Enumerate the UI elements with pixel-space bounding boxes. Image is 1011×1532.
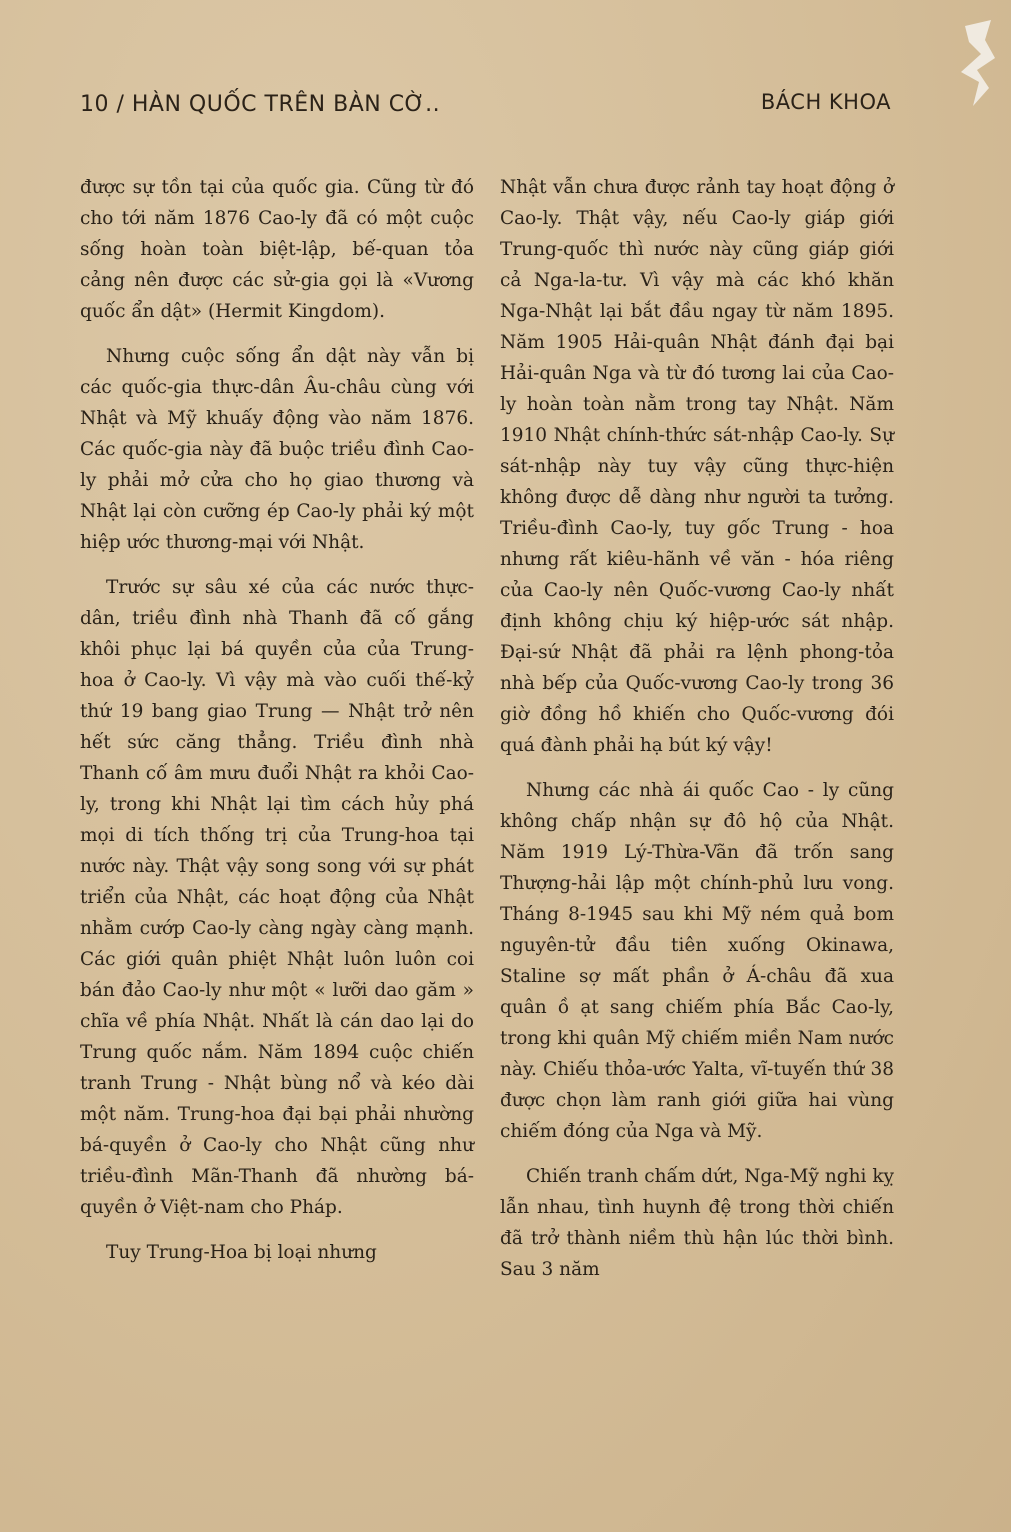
- paragraph: được sự tồn tại của quốc gia. Cũng từ đó cho tới năm 1876 Cao-ly đã có một cuộc sống hoàn toàn biệt-lập, bế-quan tỏa cảng nên được các sử-gia gọi là «Vương quốc ẩn dật» (Hermit Kingdom).: [80, 177, 474, 322]
- running-title: 10 / HÀN QUỐC TRÊN BÀN CỜ..: [80, 92, 441, 117]
- magazine-name: BÁCH KHOA: [760, 90, 891, 114]
- left-column: [80, 172, 474, 1282]
- paragraph: Nhưng các nhà ái quốc Cao - ly cũng không chấp nhận sự đô hộ của Nhật. Năm 1919 Lý-Thừa-Vãn đã trốn sang Thượng-hải lập một chính-phủ lưu vong. Tháng 8-1945 sau khi Mỹ ném quả bom nguyên-tử đầu tiên xuống Okinawa, Staline sợ mất phần ở Á-châu đã xua quân ồ ạt sang chiếm phía Bắc Cao-ly, trong khi quân Mỹ chiếm miền Nam nước này. Chiếu thỏa-ước Yalta, vĩ-tuyến thứ 38 được chọn làm ranh giới giữa hai vùng chiếm đóng của Nga và Mỹ.: [500, 780, 894, 1142]
- paragraph: Tuy Trung-Hoa bị loại nhưng: [106, 1242, 377, 1263]
- paragraph: Nhưng cuộc sống ẩn dật này vẫn bị các quốc-gia thực-dân Âu-châu cùng với Nhật và Mỹ khuấy động vào năm 1876. Các quốc-gia này đã buộc triều đình Cao-ly phải mở cửa cho họ giao thương và Nhật lại còn cưỡng ép Cao-ly phải ký một hiệp ước thương-mại với Nhật.: [80, 346, 474, 553]
- page-header: [80, 92, 891, 132]
- right-column: [500, 172, 894, 1299]
- paragraph: Nhật vẫn chưa được rảnh tay hoạt động ở Cao-ly. Thật vậy, nếu Cao-ly giáp giới Trung-quốc thì nước này cũng giáp giới cả Nga-la-tư. Vì vậy mà các khó khăn Nga-Nhật lại bắt đầu ngay từ năm 1895. Năm 1905 Hải-quân Nhật đánh đại bại Hải-quân Nga và từ đó tương lai của Cao-ly hoàn toàn nằm trong tay Nhật. Năm 1910 Nhật chính-thức sát-nhập Cao-ly. Sự sát-nhập này tuy vậy cũng thực-hiện không được dễ dàng như người ta tưởng. Triều-đình Cao-ly, tuy gốc Trung - hoa nhưng rất kiêu-hãnh về văn - hóa riêng của Cao-ly nên Quốc-vương Cao-ly nhất định không chịu ký hiệp-ước sát nhập. Đại-sứ Nhật đã phải ra lệnh phong-tỏa nhà bếp của Quốc-vương Cao-ly trong 36 giờ đồng hồ khiến cho Quốc-vương đói quá đành phải hạ bút ký vậy!: [500, 177, 894, 756]
- paragraph: Trước sự sâu xé của các nước thực-dân, triều đình nhà Thanh đã cố gắng khôi phục lại bá quyền của của Trung-hoa ở Cao-ly. Vì vậy mà vào cuối thế-kỷ thứ 19 bang giao Trung — Nhật trở nên hết sức căng thẳng. Triều đình nhà Thanh cố âm mưu đuổi Nhật ra khỏi Cao-ly, trong khi Nhật lại tìm cách hủy phá mọi di tích thống trị của Trung-hoa tại nước này. Thật vậy song song với sự phát triển của Nhật, các hoạt động của Nhật nhằm cướp Cao-ly càng ngày càng mạnh. Các giới quân phiệt Nhật luôn luôn coi bán đảo Cao-ly như một « lưỡi dao găm » chĩa về phía Nhật. Nhất là cán dao lại do Trung quốc nắm. Năm 1894 cuộc chiến tranh Trung - Nhật bùng nổ và kéo dài một năm. Trung-hoa đại bại phải nhường bá-quyền ở Cao-ly cho Nhật cũng như triều-đình Mãn-Thanh đã nhường bá-quyền ở Việt-nam cho Pháp.: [80, 577, 474, 1218]
- torn-corner-mark: [955, 18, 999, 108]
- paragraph: Chiến tranh chấm dứt, Nga-Mỹ nghi kỵ lẫn nhau, tình huynh đệ trong thời chiến đã trở thành niềm thù hận lúc thời bình. Sau 3 năm: [500, 1166, 894, 1280]
